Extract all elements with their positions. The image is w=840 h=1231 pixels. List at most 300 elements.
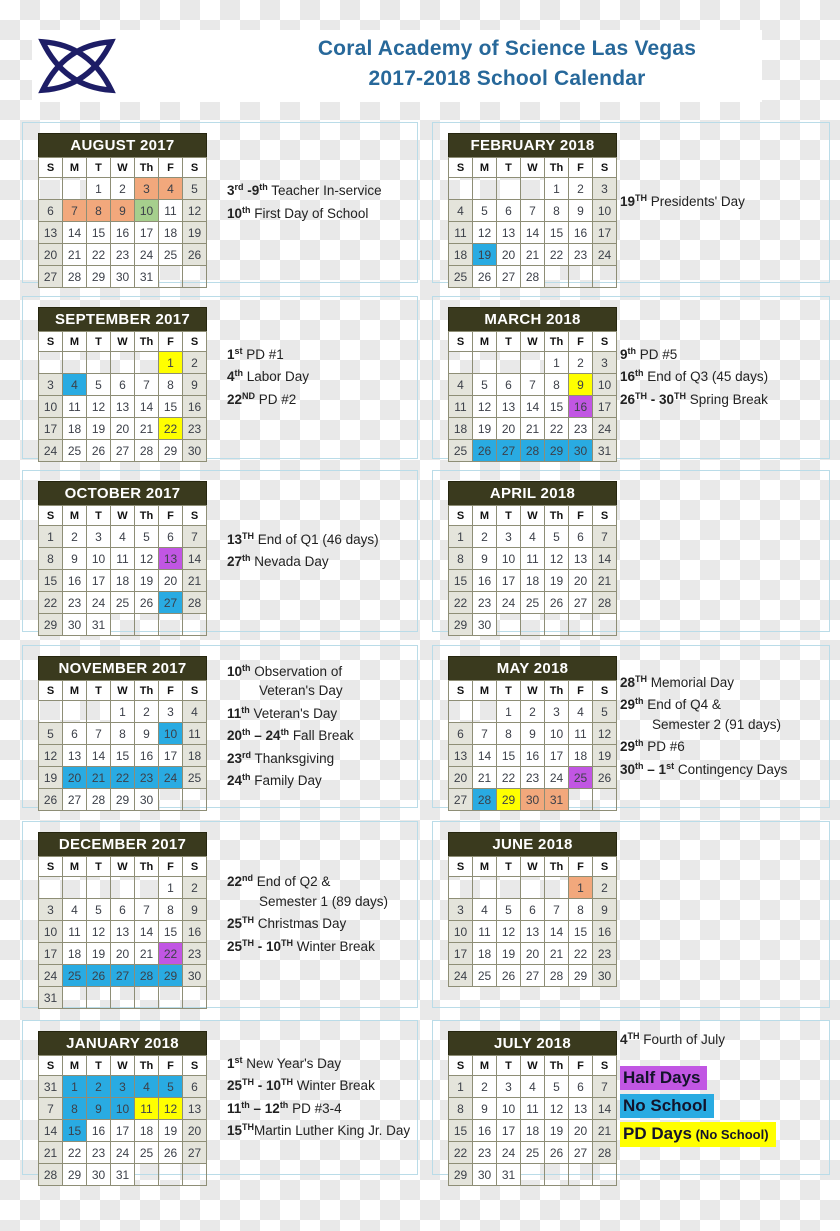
day-cell: 8 (87, 200, 111, 222)
weekday-header: Th (545, 1056, 569, 1076)
day-cell: 3 (159, 701, 183, 723)
day-cell (135, 352, 159, 374)
day-cell: 16 (473, 1120, 497, 1142)
month-title: FEBRUARY 2018 (448, 133, 617, 158)
day-cell: 12 (545, 548, 569, 570)
weekday-header: Th (545, 857, 569, 877)
annotation-line (227, 1051, 417, 1074)
day-cell: 29 (569, 965, 593, 987)
annotation-text: 4 (620, 1032, 628, 1047)
annotation-text: Martin Luther King Jr. Day (254, 1123, 411, 1138)
weekday-header: S (183, 681, 207, 701)
annotation-text: 30 (620, 761, 636, 777)
weekday-header: T (87, 506, 111, 526)
day-cell: 7 (521, 374, 545, 396)
day-cell: 24 (497, 1142, 521, 1164)
day-cell: 20 (497, 244, 521, 266)
day-cell: 5 (87, 899, 111, 921)
ordinal-suffix: th (635, 760, 644, 771)
day-cell: 18 (521, 1120, 545, 1142)
day-cell: 16 (87, 1120, 111, 1142)
ordinal-suffix: th (627, 345, 637, 356)
day-cell: 12 (497, 921, 521, 943)
day-cell: 19 (497, 943, 521, 965)
day-cell: 7 (135, 899, 159, 921)
weekday-header: S (183, 1056, 207, 1076)
month-title: SEPTEMBER 2017 (38, 307, 207, 332)
day-cell: 28 (183, 592, 207, 614)
annotation-text: Labor Day (243, 369, 310, 385)
day-cell (39, 178, 63, 200)
weekday-header: F (569, 158, 593, 178)
annotation-text: 10 (227, 205, 243, 221)
month-title: APRIL 2018 (448, 481, 617, 506)
weekday-header: M (63, 857, 87, 877)
weekday-header: W (111, 1056, 135, 1076)
day-cell: 7 (63, 200, 87, 222)
day-cell: 1 (159, 877, 183, 899)
day-cell: 27 (449, 789, 473, 811)
day-cell: 23 (63, 592, 87, 614)
month-annotations (207, 123, 417, 282)
annotation-text: End of Q3 (45 days) (643, 369, 769, 385)
weekday-header: F (159, 332, 183, 352)
day-cell: 14 (135, 921, 159, 943)
weekday-header: M (473, 506, 497, 526)
annotation-text: 15 (227, 1123, 243, 1138)
day-cell: 18 (521, 570, 545, 592)
weekday-header: W (111, 332, 135, 352)
coral-academy-x-logo-icon (38, 34, 116, 103)
weekday-header: S (593, 506, 617, 526)
day-cell: 23 (473, 592, 497, 614)
annotation-text: PD #2 (255, 391, 297, 407)
day-cell (449, 877, 473, 899)
day-cell: 10 (497, 548, 521, 570)
day-cell: 26 (473, 266, 497, 288)
day-cell: 31 (593, 440, 617, 462)
day-cell: 23 (473, 1142, 497, 1164)
day-cell (545, 1164, 569, 1186)
day-cell: 7 (521, 200, 545, 222)
weekday-header: Th (135, 158, 159, 178)
day-cell: 4 (521, 1076, 545, 1098)
annotation-text: PD #5 (636, 346, 678, 362)
day-cell: 15 (87, 222, 111, 244)
day-cell: 24 (39, 440, 63, 462)
month-title: JUNE 2018 (448, 832, 617, 857)
day-cell: 27 (63, 789, 87, 811)
day-cell: 20 (39, 244, 63, 266)
day-cell (545, 877, 569, 899)
day-cell (449, 701, 473, 723)
weekday-header: W (521, 332, 545, 352)
annotation-text: 16 (620, 369, 636, 385)
annotation-line (620, 189, 829, 212)
legend-item-pd-days (620, 1122, 776, 1147)
day-cell: 17 (593, 222, 617, 244)
day-cell: 30 (135, 789, 159, 811)
annotation-text: 11 (227, 1100, 242, 1116)
day-cell: 30 (111, 266, 135, 288)
annotation-text: Semester 1 (89 days) (259, 893, 389, 909)
day-cell: 7 (593, 1076, 617, 1098)
day-cell: 8 (449, 548, 473, 570)
month-title: MAY 2018 (448, 656, 617, 681)
month-annotations (617, 822, 829, 1007)
day-cell: 3 (497, 526, 521, 548)
day-cell: 10 (111, 1098, 135, 1120)
day-cell: 19 (135, 570, 159, 592)
day-cell: 16 (521, 745, 545, 767)
header (32, 30, 762, 102)
day-cell: 30 (183, 965, 207, 987)
legend-item-half-days (620, 1066, 707, 1090)
weekday-header: S (183, 857, 207, 877)
legend-label-suffix: (No School) (691, 1126, 769, 1142)
annotation-text: Presidents' Day (647, 194, 745, 210)
weekday-header: T (497, 1056, 521, 1076)
weekday-header: S (449, 681, 473, 701)
day-cell: 17 (111, 1120, 135, 1142)
day-cell: 22 (39, 592, 63, 614)
day-cell: 7 (39, 1098, 63, 1120)
day-cell: 23 (183, 943, 207, 965)
day-cell: 21 (39, 1142, 63, 1164)
weekday-header: T (497, 506, 521, 526)
day-cell (569, 789, 593, 811)
day-cell: 3 (593, 178, 617, 200)
weekday-header: Th (135, 1056, 159, 1076)
day-cell: 3 (39, 899, 63, 921)
day-cell: 11 (449, 396, 473, 418)
day-cell: 16 (183, 396, 207, 418)
day-cell (593, 266, 617, 288)
day-cell: 10 (449, 921, 473, 943)
day-cell: 21 (63, 244, 87, 266)
day-cell: 26 (87, 965, 111, 987)
ordinal-suffix: nd (242, 873, 254, 883)
day-cell: 3 (593, 352, 617, 374)
day-cell: 3 (545, 701, 569, 723)
day-cell: 22 (449, 1142, 473, 1164)
weekday-header: F (569, 1056, 593, 1076)
day-cell: 18 (111, 570, 135, 592)
annotation-line (620, 757, 829, 780)
weekday-header: Th (545, 681, 569, 701)
legend-label: PD Days (623, 1123, 692, 1143)
day-cell (569, 1164, 593, 1186)
day-cell (183, 266, 207, 288)
day-cell: 20 (183, 1120, 207, 1142)
day-cell: 19 (593, 745, 617, 767)
day-cell (39, 877, 63, 899)
month-section-december-2017 (22, 821, 418, 1008)
day-cell: 12 (183, 200, 207, 222)
day-cell: 21 (473, 767, 497, 789)
weekday-header: Th (135, 506, 159, 526)
annotation-line (227, 701, 417, 724)
day-cell: 5 (87, 374, 111, 396)
weekday-header: M (63, 1056, 87, 1076)
month-title: NOVEMBER 2017 (38, 656, 207, 681)
weekday-header: W (521, 681, 545, 701)
day-cell: 14 (63, 222, 87, 244)
weekday-header: F (159, 1056, 183, 1076)
weekday-header: S (39, 681, 63, 701)
day-cell: 23 (111, 244, 135, 266)
day-cell: 25 (183, 767, 207, 789)
day-cell: 13 (497, 396, 521, 418)
day-cell: 13 (39, 222, 63, 244)
day-cell: 17 (593, 396, 617, 418)
day-cell (87, 877, 111, 899)
day-cell: 11 (183, 723, 207, 745)
day-cell: 21 (87, 767, 111, 789)
annotation-text: 29 (620, 739, 636, 755)
day-cell (159, 789, 183, 811)
annotation-line (620, 1027, 829, 1050)
day-cell: 23 (569, 244, 593, 266)
weekday-header: S (39, 332, 63, 352)
day-cell: 1 (449, 1076, 473, 1098)
day-cell: 24 (39, 965, 63, 987)
ordinal-suffix: th (242, 772, 251, 782)
day-cell: 21 (183, 570, 207, 592)
day-cell: 28 (521, 440, 545, 462)
day-cell: 25 (135, 1142, 159, 1164)
day-cell: 31 (497, 1164, 521, 1186)
annotation-text: 13 (227, 531, 243, 547)
day-cell: 16 (569, 222, 593, 244)
annotation-text: Christmas Day (254, 916, 347, 931)
day-cell: 14 (39, 1120, 63, 1142)
weekday-header: Th (135, 681, 159, 701)
weekday-header: W (521, 857, 545, 877)
weekday-header: M (63, 681, 87, 701)
day-cell (473, 352, 497, 374)
day-cell: 21 (545, 943, 569, 965)
day-cell: 2 (473, 1076, 497, 1098)
day-cell: 9 (111, 200, 135, 222)
calendar-december-2017 (38, 832, 207, 1007)
annotation-text: 28 (620, 674, 636, 690)
day-cell: 8 (545, 200, 569, 222)
calendar-november-2017 (38, 656, 207, 807)
annotation-text: Semester 2 (91 days) (652, 716, 782, 732)
day-cell (473, 877, 497, 899)
day-cell: 11 (159, 200, 183, 222)
day-cell: 6 (183, 1076, 207, 1098)
weekday-header: S (183, 506, 207, 526)
month-title: JANUARY 2018 (38, 1031, 207, 1056)
month-annotations (207, 646, 417, 807)
day-cell: 23 (521, 767, 545, 789)
weekday-header: S (593, 158, 617, 178)
day-cell: 6 (111, 899, 135, 921)
day-cell: 16 (593, 921, 617, 943)
ordinal-suffix: th (259, 182, 268, 192)
day-cell: 10 (39, 396, 63, 418)
day-cell (497, 352, 521, 374)
annotation-text: End of Q4 & (643, 697, 721, 713)
day-cell: 27 (569, 592, 593, 614)
day-cell: 17 (39, 943, 63, 965)
day-cell: 10 (87, 548, 111, 570)
day-cell: 7 (183, 526, 207, 548)
month-title: AUGUST 2017 (38, 133, 207, 158)
month-annotations (207, 1021, 417, 1174)
day-cell: 28 (135, 965, 159, 987)
day-cell: 20 (111, 943, 135, 965)
day-cell: 10 (39, 921, 63, 943)
month-title: OCTOBER 2017 (38, 481, 207, 506)
day-cell (521, 877, 545, 899)
weekday-header: S (39, 158, 63, 178)
annotation-text: PD #1 (242, 346, 284, 362)
weekday-header: Th (545, 158, 569, 178)
day-cell: 28 (39, 1164, 63, 1186)
month-section-october-2017 (22, 470, 418, 632)
day-cell: 11 (521, 1098, 545, 1120)
weekday-header: S (449, 332, 473, 352)
month-section-may-2018 (432, 645, 830, 808)
weekday-header: S (593, 681, 617, 701)
day-cell (159, 1164, 183, 1186)
day-cell: 19 (473, 418, 497, 440)
weekday-header: M (473, 158, 497, 178)
day-cell: 30 (87, 1164, 111, 1186)
day-cell: 2 (593, 877, 617, 899)
day-cell: 30 (183, 440, 207, 462)
annotation-text: 25 (227, 916, 243, 931)
day-cell: 29 (449, 614, 473, 636)
weekday-header: T (497, 158, 521, 178)
day-cell: 1 (545, 352, 569, 374)
weekday-header: T (497, 857, 521, 877)
annotation-text: - 10 (254, 1078, 282, 1093)
day-cell: 8 (63, 1098, 87, 1120)
day-cell: 5 (473, 200, 497, 222)
annotation-text: Winter Break (293, 1078, 375, 1093)
day-cell: 10 (545, 723, 569, 745)
color-legend (620, 1066, 829, 1147)
calendar-june-2018 (448, 832, 617, 1007)
ordinal-suffix: th (241, 704, 250, 715)
annotation-line (227, 911, 417, 934)
day-cell (87, 352, 111, 374)
day-cell: 9 (183, 374, 207, 396)
month-annotations (207, 822, 417, 1007)
annotation-text: 9 (620, 346, 628, 362)
ordinal-suffix: TH (281, 1077, 294, 1087)
annotation-text: New Year's Day (242, 1055, 342, 1071)
day-cell: 5 (183, 178, 207, 200)
day-cell: 24 (159, 767, 183, 789)
day-cell: 18 (449, 418, 473, 440)
weekday-header: S (593, 1056, 617, 1076)
day-cell: 28 (521, 266, 545, 288)
day-cell: 8 (569, 899, 593, 921)
ordinal-suffix: TH (242, 937, 255, 948)
annotation-line (227, 201, 417, 224)
day-cell (521, 352, 545, 374)
month-section-april-2018 (432, 470, 830, 632)
day-cell: 7 (593, 526, 617, 548)
day-cell: 26 (183, 244, 207, 266)
day-cell: 11 (473, 921, 497, 943)
day-cell (135, 1164, 159, 1186)
day-cell (183, 614, 207, 636)
month-annotations (207, 297, 417, 458)
day-cell: 22 (497, 767, 521, 789)
day-cell: 23 (135, 767, 159, 789)
ordinal-suffix: TH (242, 1077, 255, 1087)
day-cell: 4 (449, 374, 473, 396)
day-cell: 26 (39, 789, 63, 811)
day-cell: 19 (183, 222, 207, 244)
day-cell: 26 (135, 592, 159, 614)
annotation-text: Fourth of July (639, 1032, 726, 1047)
annotation-text: 3 (227, 183, 235, 198)
page-title (237, 34, 777, 94)
month-title: DECEMBER 2017 (38, 832, 207, 857)
day-cell: 7 (545, 899, 569, 921)
day-cell: 19 (473, 244, 497, 266)
day-cell: 29 (159, 440, 183, 462)
day-cell (87, 701, 111, 723)
weekday-header: S (183, 332, 207, 352)
day-cell (569, 614, 593, 636)
annotation-text: Teacher In-service (267, 183, 382, 198)
annotation-text: Winter Break (293, 938, 375, 954)
day-cell: 14 (521, 222, 545, 244)
day-cell: 20 (63, 767, 87, 789)
day-cell: 2 (135, 701, 159, 723)
day-cell: 3 (111, 1076, 135, 1098)
annotation-text: Nevada Day (250, 554, 329, 569)
annotation-text: First Day of School (250, 205, 369, 221)
day-cell: 23 (183, 418, 207, 440)
day-cell: 22 (449, 592, 473, 614)
day-cell: 16 (569, 396, 593, 418)
day-cell: 24 (135, 244, 159, 266)
day-cell: 17 (449, 943, 473, 965)
weekday-header: Th (545, 506, 569, 526)
day-cell: 26 (87, 440, 111, 462)
weekday-header: S (39, 857, 63, 877)
weekday-header: S (449, 506, 473, 526)
annotation-text: 25 (227, 1078, 243, 1093)
day-cell: 12 (135, 548, 159, 570)
ordinal-suffix: TH (635, 390, 648, 401)
day-cell: 27 (569, 1142, 593, 1164)
day-cell: 9 (87, 1098, 111, 1120)
annotation-line (227, 746, 417, 769)
day-cell: 24 (449, 965, 473, 987)
day-cell: 22 (87, 244, 111, 266)
day-cell: 17 (39, 418, 63, 440)
annotation-text: 10 (227, 663, 243, 679)
day-cell (593, 614, 617, 636)
calendar-july-2018 (448, 1031, 617, 1182)
day-cell: 11 (111, 548, 135, 570)
day-cell (473, 178, 497, 200)
day-cell: 6 (159, 526, 183, 548)
day-cell: 21 (521, 244, 545, 266)
day-cell (87, 987, 111, 1009)
weekday-header: S (593, 857, 617, 877)
